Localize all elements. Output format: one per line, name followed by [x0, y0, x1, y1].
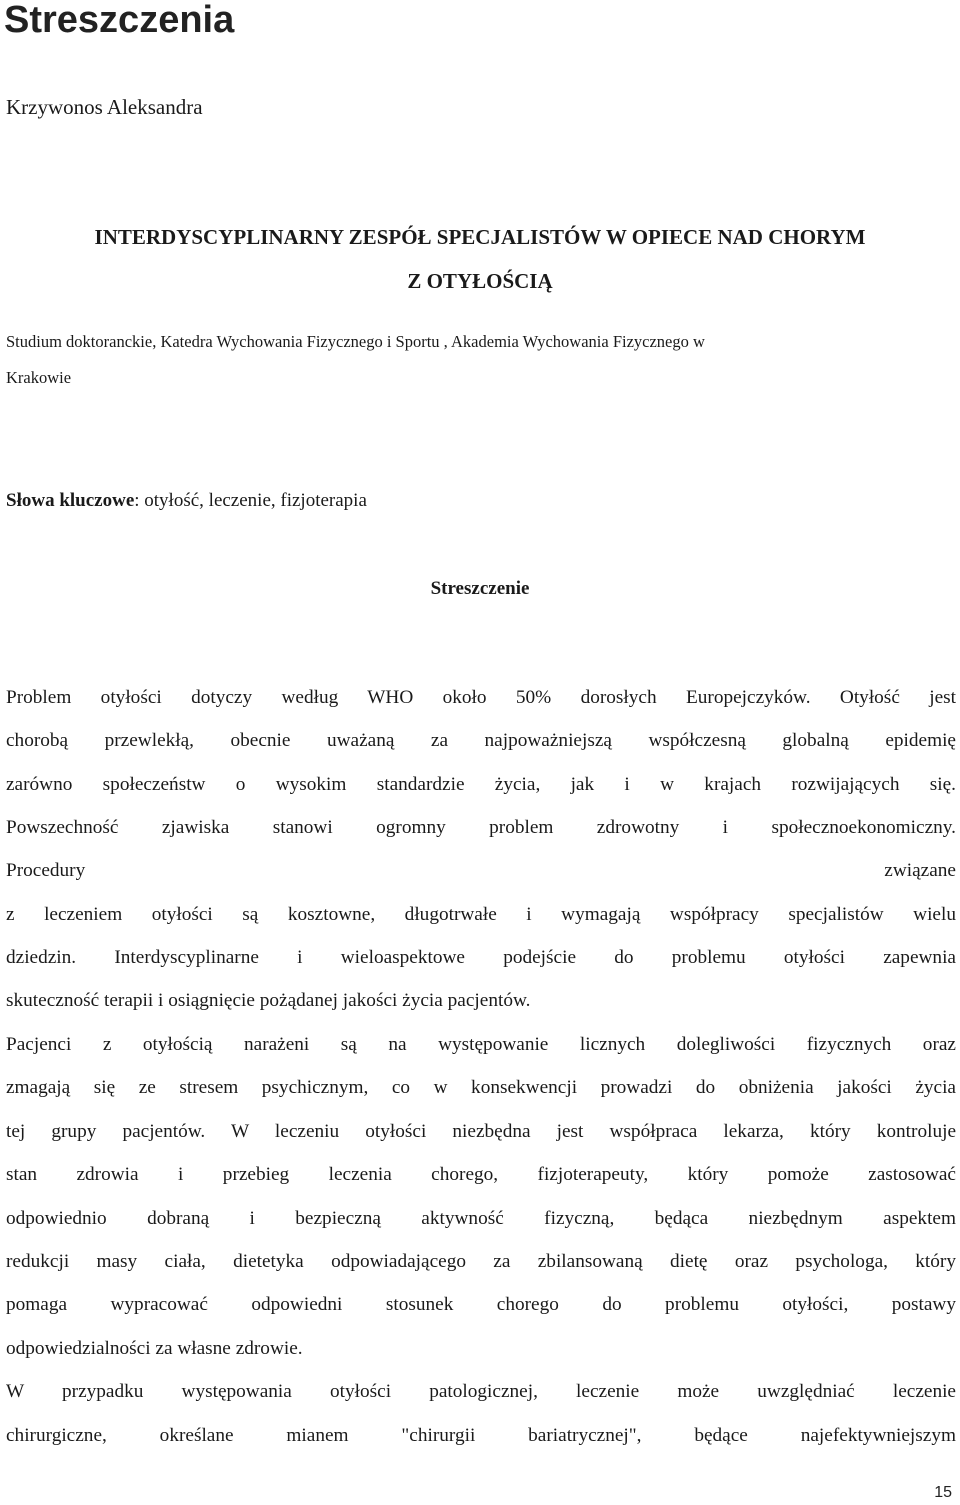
body-line: Powszechność zjawiska stanowi ogromny problem zdrowotny i społecznoekonomiczny. — [6, 817, 956, 838]
body-line: chorobą przewlekłą, obecnie uważaną za najpoważniejszą współczesną globalną epidemię — [6, 730, 956, 751]
body-line: Problem otyłości dotyczy według WHO około 50% dorosłych Europejczyków. Otyłość jest — [6, 687, 956, 708]
body-line: chirurgiczne, określane mianem "chirurgii bariatrycznej", będące najefektywniejszym — [6, 1425, 956, 1446]
body-line: z leczeniem otyłości są kosztowne, długotrwałe i wymagają współpracy specjalistów wielu — [6, 904, 956, 925]
affiliation-line-2: Krakowie — [6, 368, 72, 387]
body-line: dziedzin. Interdyscyplinarne i wieloaspektowe podejście do problemu otyłości zapewnia — [6, 947, 956, 968]
body-line: zarówno społeczeństw o wysokim standardzie życia, jak i w krajach rozwijających się. — [6, 774, 956, 795]
body-line: Pacjenci z otyłością narażeni są na występowanie licznych dolegliwości fizycznych oraz — [6, 1034, 956, 1055]
keywords-label: Słowa kluczowe — [6, 490, 135, 511]
affiliation-line-1: Studium doktoranckie, Katedra Wychowania Fizycznego i Sportu , Akademia Wychowania Fizycznego w — [6, 332, 705, 351]
body-line: zmagają się ze stresem psychicznym, co w konsekwencji prowadzi do obniżenia jakości życia — [6, 1077, 956, 1098]
body-line: pomaga wypracować odpowiedni stosunek chorego do problemu otyłości, postawy — [6, 1294, 956, 1315]
page-header-title: Streszczenia — [4, 0, 235, 41]
body-line: Procedury związane — [6, 860, 956, 881]
article-title-line-2: Z OTYŁOŚCIĄ — [407, 269, 553, 293]
body-line: W przypadku występowania otyłości patologicznej, leczenie może uwzględniać leczenie — [6, 1381, 956, 1402]
body-line: stan zdrowia i przebieg leczenia chorego, fizjoterapeuty, który pomoże zastosować — [6, 1164, 956, 1185]
body-line: skuteczność terapii i osiągnięcie pożądanej jakości życia pacjentów. — [6, 990, 531, 1011]
keywords — [6, 486, 367, 516]
article-title-line-1: INTERDYSCYPLINARNY ZESPÓŁ SPECJALISTÓW W OPIECE NAD CHORYM — [94, 225, 866, 249]
body-line: redukcji masy ciała, dietetyka odpowiadającego za zbilansowaną dietę oraz psychologa, który — [6, 1251, 956, 1272]
body-line: odpowiedzialności za własne zdrowie. — [6, 1338, 303, 1359]
keywords-list: : otyłość, leczenie, fizjoterapia — [134, 490, 367, 511]
author-name: Krzywonos Aleksandra — [6, 95, 203, 119]
page-number: 15 — [934, 1484, 952, 1501]
body-line: tej grupy pacjentów. W leczeniu otyłości niezbędna jest współpraca lekarza, który kontroluje — [6, 1121, 956, 1142]
body-line: odpowiednio dobraną i bezpieczną aktywność fizyczną, będąca niezbędnym aspektem — [6, 1208, 956, 1229]
abstract-heading: Streszczenie — [430, 578, 530, 599]
